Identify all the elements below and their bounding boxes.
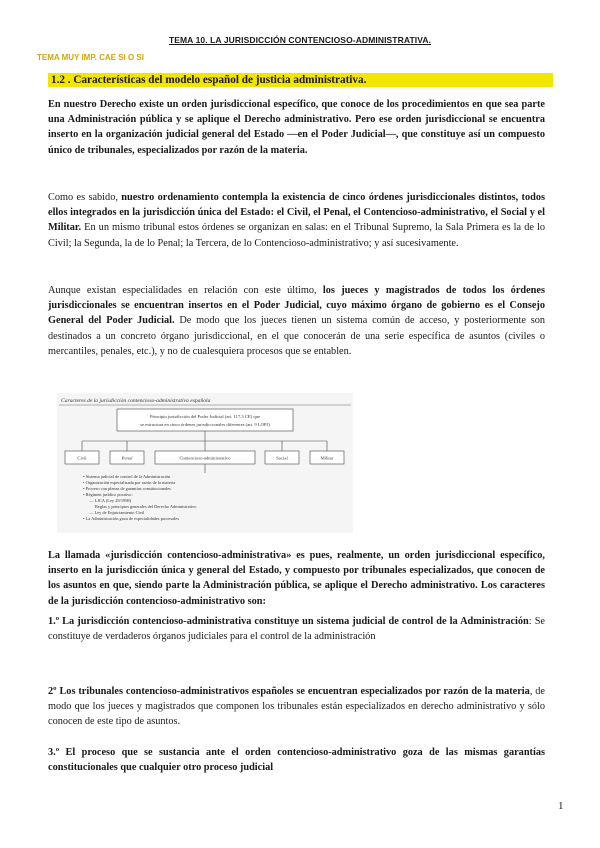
diagram-caption: Caracteres de la jurisdicción contencioso-administrativa española <box>61 398 211 404</box>
principle-box <box>117 409 293 431</box>
paragraph-6-emphasis: 2º Los tribunales contencioso-administrativos españoles se encuentran especializados por razón de la materia <box>48 686 530 697</box>
paragraph-6 <box>48 684 545 730</box>
branch-contencioso-label: Contencioso-administrativo <box>179 455 231 461</box>
paragraph-3-intro: Aunque existan especialidades en relación con este último, <box>48 285 323 296</box>
paragraph-7: 3.º El proceso que se sustancia ante el orden contencioso-administrativo goza de las mismas garantías constitucionales que cualquier otro proceso judicial <box>48 747 545 774</box>
paragraph-2 <box>48 190 545 251</box>
paragraph-2-rest: En un mismo tribunal estos órdenes se organizan en salas: en el Tribunal Supremo, la Sala Primera es la de lo Civil; la Segunda, la de lo Penal; la Tercera, de lo Contencioso-administrativo; y así sucesivamente. <box>48 222 545 249</box>
document-title: TEMA 10. LA JURISDICCIÓN CONTENCIOSO-ADMINISTRATIVA. <box>168 35 432 45</box>
paragraph-1: En nuestro Derecho existe un orden jurisdiccional específico, que conoce de los procedimientos en que sea parte una Administración pública y se aplique el Derecho administrativo. Pero ese orden jurisdiccional se encuentra inserto en la organización judicial general del Estado —en el Poder Judicial—, que constituye así un compuesto único de tribunales, especializados por razón de la materia. <box>48 99 545 156</box>
importance-note: TEMA MUY IMP. CAE SI O SI <box>37 53 144 62</box>
diagram-bullet-8: • La Administración goza de especialidades procesales <box>83 516 179 521</box>
diagram-bullet-3: • Proceso con plenas de garantías constitucionales <box>83 486 171 491</box>
paragraph-3-rest: De modo que los jueces tienen un sistema común de acceso, y posteriormente son destinados a un concreto órgano jurisdiccional, en el que conocerán de una serie específica de asuntos (civiles o mercantiles, penales, etc.), y no de cualesquiera procesos que se entablen. <box>48 315 545 357</box>
paragraph-6-rest: , de modo que los jueces y magistrados que componen los tribunales están especializados en derecho administrativo y sólo conocen de este tipo de asuntos. <box>48 686 545 728</box>
diagram-bullet-7: — Ley de Enjuiciamiento Civil <box>89 510 145 515</box>
diagram-bullet-4: • Régimen jurídico positivo: <box>83 492 133 497</box>
branch-civil-label: Civil <box>77 455 87 461</box>
page-number: 1 <box>558 800 564 812</box>
branch-social-label: Social <box>276 455 288 461</box>
paragraph-3 <box>48 283 545 359</box>
paragraph-2-intro: Como es sabido, <box>48 192 122 203</box>
paragraph-5 <box>48 614 545 644</box>
principle-box-line-2: se estructura en cinco órdenes jurisdiccionales diferentes (art. 9 LOPJ) <box>140 422 270 427</box>
diagram-bullet-1: • Sistema judicial de control de la Administración <box>83 474 171 479</box>
paragraph-4: La llamada «jurisdicción contencioso-administrativa» es pues, realmente, un orden jurisdiccional específico, inserto en la jurisdicción única y general del Estado, y compuesto por tribunales especializados, que conocen de los asuntos en que, siendo parte la Administración pública, se aplique el Derecho administrativo. Los caracteres de la jurisdicción contencioso-administrativo son: <box>48 550 545 607</box>
section-heading: 1.2 . Características del modelo español de justicia administrativa. <box>48 73 553 87</box>
paragraph-5-emphasis: 1.º La jurisdicción contencioso-administrativa constituye un sistema judicial de control de la Administración <box>48 616 529 627</box>
diagram-bullet-5: — LJCA (Ley 29/1998) <box>89 498 132 503</box>
paragraph-3-emphasis: los jueces y magistrados de todos los órdenes jurisdiccionales se encuentran insertos en el Poder Judicial, cuyo máximo órgano de gobierno es el Consejo General del Poder Judicial. <box>48 285 545 327</box>
branch-militar-label: Militar <box>320 455 334 461</box>
principle-box-line-1: Principio jurisdicción del Poder Judicial (art. 117.3 CE) que <box>149 414 261 419</box>
diagram-bullet-6: Reglas y principios generales del Derecho Administrativo <box>95 504 197 509</box>
paragraph-2-emphasis: nuestro ordenamiento contempla la existencia de cinco órdenes jurisdiccionales distintos, todos ellos integrados en la jurisdicción única del Estado: el Civil, el Penal, el Contencioso-administrativo, el Social y el Militar. <box>48 192 545 234</box>
jurisdiction-diagram <box>57 393 353 533</box>
paragraph-5-rest: : Se constituye de verdaderos órganos judiciales para el control de la administración <box>48 616 546 643</box>
branch-penal-label: Penal <box>121 455 133 461</box>
diagram-bullet-2: • Organización especializada por razón de la materia <box>83 480 176 485</box>
